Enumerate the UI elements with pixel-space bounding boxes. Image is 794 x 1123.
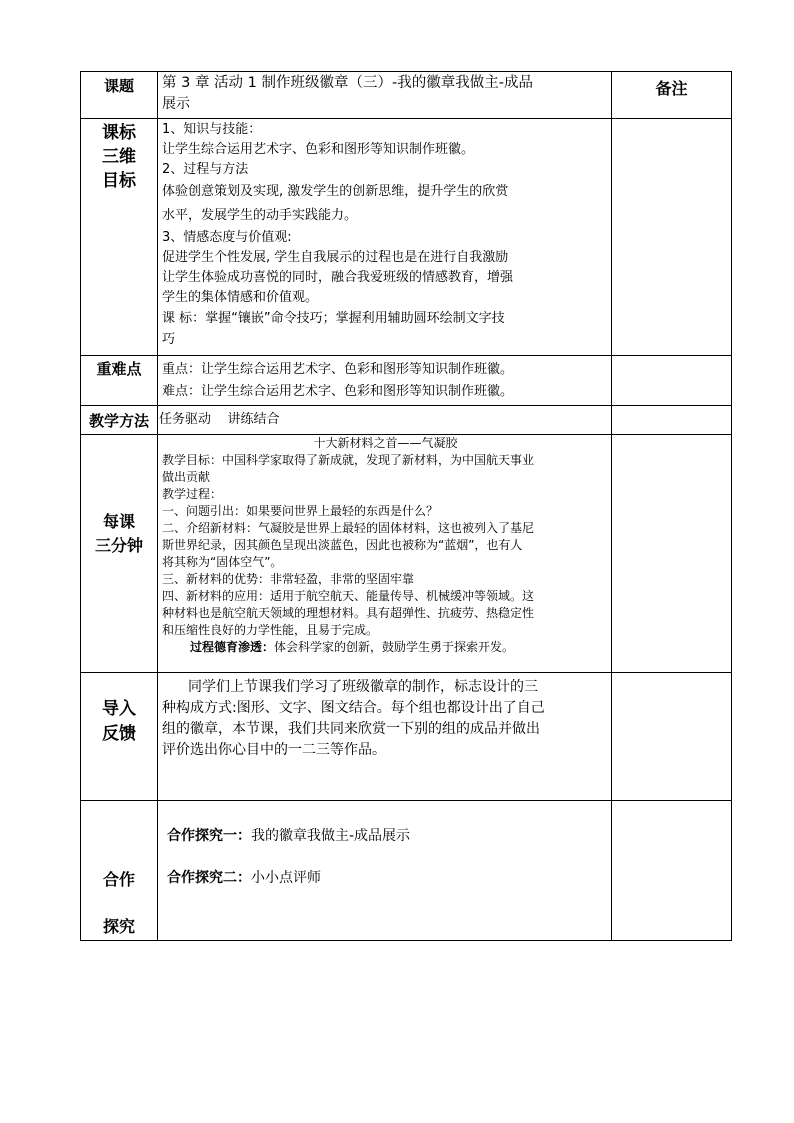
cooperation-item-2: 合作探究二：小小点评师 (167, 870, 321, 886)
label-goals: 课标 三维 目标 (81, 119, 158, 356)
material-line: 做出贡献 (162, 470, 211, 484)
label-topic: 课题 (81, 72, 158, 119)
topic-line-2: 展示 (162, 96, 190, 112)
keypoints-note (612, 356, 732, 406)
cooperation-item-1: 合作探究一：我的徽章我做主-成品展示 (167, 828, 411, 844)
row-three-minutes (81, 435, 732, 673)
three-minutes-content (158, 435, 612, 673)
row-keypoints (81, 356, 732, 406)
label-cooperation: 合作 探究 (81, 801, 158, 941)
goals-line: 1、知识与技能： (162, 122, 262, 137)
topic-line-1: 第 3 章 活动 1 制作班级徽章（三）-我的徽章我做主-成品 (162, 75, 533, 91)
cooperation-note (612, 801, 732, 941)
material-line: 种材料也是航空航天领域的理想材料。具有超弹性、抗疲劳、热稳定性 (162, 606, 535, 620)
label-keypoints: 重难点 (81, 356, 158, 406)
moral-line (162, 639, 609, 656)
intro-line: 组的徽章，本节课，我们共同来欣赏一下别的组的成品并做出 (162, 721, 540, 737)
goals-line: 巧 (162, 332, 176, 347)
row-title (81, 72, 732, 119)
lesson-plan-table (80, 71, 732, 941)
difficulty-line: 难点：让学生综合运用艺术字、色彩和图形等知识制作班徽。 (162, 384, 514, 399)
goals-note (612, 119, 732, 356)
material-line: 一、问题引出：如果要问世界上最轻的东西是什么？ (162, 504, 439, 518)
intro-line: 同学们上节课我们学习了班级徽章的制作，标志设计的三 (188, 679, 538, 695)
label-method: 教学方法 (81, 406, 158, 435)
intro-content (158, 673, 612, 801)
goals-line: 学生的集体情感和价值观。 (162, 290, 319, 305)
intro-line: 种构成方式:图形、文字、图文结合。每个组也都设计出了自己 (162, 700, 545, 716)
method-content: 任务驱动 讲练结合 (158, 406, 612, 435)
method-note (612, 406, 732, 435)
goals-line: 体验创意策划及实现, 激发学生的创新思维，提升学生的欣赏 (162, 184, 509, 199)
row-intro (81, 673, 732, 801)
label-three-minutes: 每课 三分钟 (81, 435, 158, 673)
material-line: 三、新材料的优势：非常轻盈，非常的坚固牢靠 (162, 572, 415, 586)
cooperation-content (158, 801, 612, 941)
label-intro: 导入 反馈 (81, 673, 158, 801)
goals-line: 3、情感态度与价值观: (162, 230, 292, 245)
goals-line: 让学生综合运用艺术字、色彩和图形等知识制作班徽。 (162, 142, 475, 157)
goals-line: 让学生体验成功喜悦的同时，融合我爱班级的情感教育，增强 (162, 270, 514, 285)
material-line: 二、介绍新材料：气凝胶是世界上最轻的固体材料，这也被列入了基尼 (162, 521, 535, 535)
material-line: 和压缩性良好的力学性能，且易于完成。 (162, 623, 379, 637)
material-line: 四、新材料的应用：适用于航空航天、能量传导、机械缓冲等领域。这 (162, 589, 535, 603)
moral-text: 体会科学家的创新，鼓励学生勇于探索开发。 (274, 640, 515, 654)
intro-note (612, 673, 732, 801)
row-goals (81, 119, 732, 356)
moral-label: 过程德育渗透： (190, 640, 275, 654)
material-line: 将其称为“固体空气”。 (162, 555, 283, 569)
goals-content (158, 119, 612, 356)
material-line: 教学过程： (162, 487, 223, 501)
goals-line: 课 标：掌握“镶嵌”命令技巧；掌握利用辅助圆环绘制文字技 (162, 311, 505, 326)
keypoints-content (158, 356, 612, 406)
material-heading: 十大新材料之首——气凝胶 (313, 436, 458, 450)
intro-line: 评价选出你心目中的一二三等作品。 (162, 742, 386, 758)
goals-line: 2、过程与方法 (162, 162, 249, 177)
goals-line: 水平，发展学生的动手实践能力。 (162, 208, 358, 223)
row-cooperation (81, 801, 732, 941)
row-method (81, 406, 732, 435)
note-header: 备注 (612, 72, 732, 119)
three-minutes-note (612, 435, 732, 673)
material-line: 斯世界纪录，因其颜色呈现出淡蓝色，因此也被称为“蓝烟”，也有人 (162, 538, 523, 552)
keypoint-line: 重点：让学生综合运用艺术字、色彩和图形等知识制作班徽。 (162, 362, 514, 377)
material-line: 教学目标：中国科学家取得了新成就，发现了新材料，为中国航天事业 (162, 453, 535, 467)
topic-content (158, 72, 612, 119)
goals-line: 促进学生个性发展, 学生自我展示的过程也是在进行自我激励 (162, 250, 509, 265)
